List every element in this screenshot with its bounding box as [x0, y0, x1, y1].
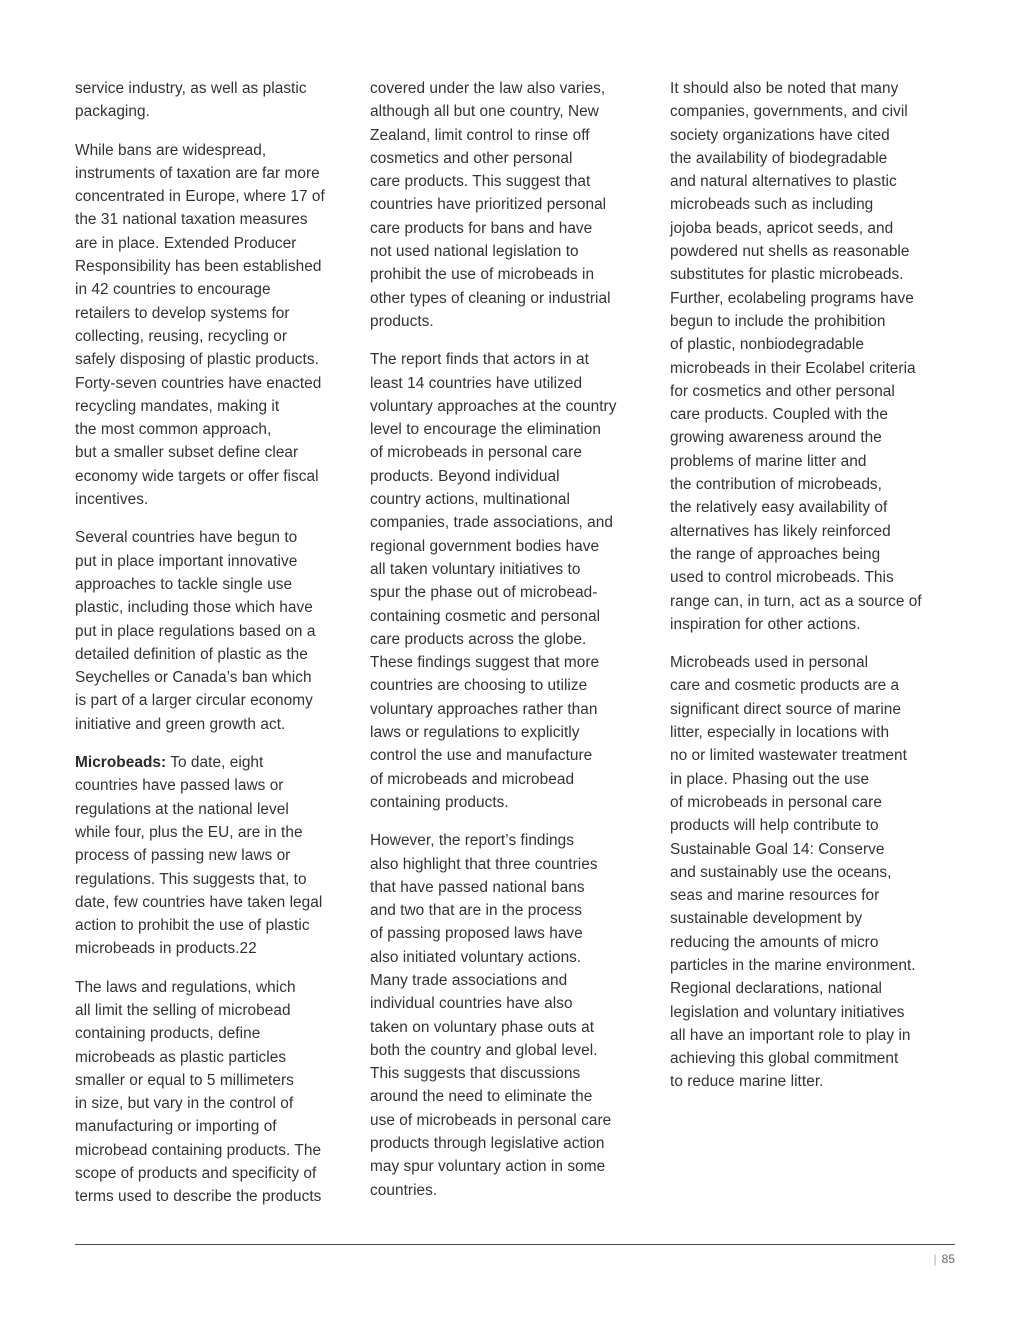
text-line: the contribution of microbeads, [670, 476, 883, 494]
text-line: countries. [370, 1181, 438, 1199]
text-line: put in place important innovative [75, 552, 298, 570]
text-line: regulations at the national level [75, 800, 289, 818]
text-line: jojoba beads, apricot seeds, and [670, 219, 894, 237]
text-line: initiative and green growth act. [75, 715, 286, 733]
paragraph [75, 77, 347, 124]
text-line: concentrated in Europe, where 17 of [75, 188, 325, 206]
text-line: that have passed national bans [370, 878, 585, 896]
text-line: taken on voluntary phase outs at [370, 1018, 595, 1036]
text-line: scope of products and specificity of [75, 1165, 317, 1183]
text-line: process of passing new laws or [75, 847, 291, 865]
text-line: although all but one country, New [370, 103, 599, 121]
text-line: and two that are in the process [370, 902, 583, 920]
text-line: also initiated voluntary actions. [370, 948, 582, 966]
paragraph [75, 751, 347, 961]
text-line: This suggests that discussions [370, 1065, 581, 1083]
text-line: microbeads in products.22 [75, 940, 257, 958]
page-number-separator: | [933, 1252, 937, 1266]
text-line: the 31 national taxation measures [75, 211, 308, 229]
text-line: smaller or equal to 5 millimeters [75, 1071, 294, 1089]
text-line: While bans are widespread, [75, 141, 267, 159]
text-line: in size, but vary in the control of [75, 1095, 294, 1113]
text-line: and sustainably use the oceans, [670, 863, 892, 881]
text-line: of microbeads in personal care [370, 444, 582, 462]
text-line: products will help contribute to [670, 817, 879, 835]
text-line: other types of cleaning or industrial [370, 289, 611, 307]
text-line: microbeads in their Ecolabel criteria [670, 359, 916, 377]
text-line: use of microbeads in personal care [370, 1111, 612, 1129]
text-line: laws or regulations to explicitly [370, 724, 580, 742]
text-line: the relatively easy availability of [670, 499, 888, 517]
text-line: The report finds that actors in at [370, 351, 589, 369]
paragraph [670, 77, 942, 636]
text-line: not used national legislation to [370, 243, 579, 261]
text-line: and natural alternatives to plastic [670, 173, 897, 191]
text-line: the most common approach, [75, 421, 272, 439]
text-line: of microbeads and microbead [370, 770, 575, 788]
text-line: level to encourage the elimination [370, 421, 601, 439]
text-line: sustainable development by [670, 910, 863, 928]
text-line: Further, ecolabeling programs have [670, 289, 914, 307]
paragraph [75, 976, 347, 1209]
text-line: Sustainable Goal 14: Conserve [670, 840, 885, 858]
text-line: powdered nut shells as reasonable [670, 243, 910, 261]
paragraph [370, 348, 642, 814]
section-lead-heading: Microbeads: [75, 754, 167, 772]
text-line: used to control microbeads. This [670, 569, 894, 587]
paragraph [75, 139, 347, 512]
text-line: begun to include the prohibition [670, 312, 886, 330]
text-line: put in place regulations based on a [75, 622, 316, 640]
text-column-2 [370, 77, 642, 1217]
text-line: spur the phase out of microbead- [370, 584, 598, 602]
text-line: all have an important role to play in [670, 1026, 911, 1044]
text-line: around the need to eliminate the [370, 1088, 593, 1106]
text-line: microbeads such as including [670, 196, 874, 214]
text-line: no or limited wastewater treatment [670, 747, 907, 765]
text-line: Many trade associations and [370, 971, 568, 989]
text-line: inspiration for other actions. [670, 615, 861, 633]
text-line: the availability of biodegradable [670, 149, 888, 167]
text-column-1 [75, 77, 347, 1224]
text-line: voluntary approaches at the country [370, 397, 617, 415]
text-line: voluntary approaches rather than [370, 700, 598, 718]
text-line: are in place. Extended Producer [75, 234, 297, 252]
text-line: growing awareness around the [670, 429, 882, 447]
text-line: reducing the amounts of micro [670, 933, 879, 951]
text-line: Microbeads used in personal [670, 654, 869, 672]
text-line: recycling mandates, making it [75, 397, 280, 415]
text-line: in place. Phasing out the use [670, 770, 870, 788]
text-line: care products. This suggest that [370, 173, 591, 191]
text-line: products through legislative action [370, 1135, 605, 1153]
text-line: care products across the globe. [370, 630, 587, 648]
text-column-3 [670, 77, 942, 1109]
text-line: It should also be noted that many [670, 80, 899, 97]
text-line: society organizations have cited [670, 126, 890, 144]
text-line: countries are choosing to utilize [370, 677, 588, 695]
text-line: service industry, as well as plastic [75, 80, 307, 97]
text-line: safely disposing of plastic products. [75, 351, 319, 369]
text-line: The laws and regulations, which [75, 978, 296, 996]
text-line: of microbeads in personal care [670, 793, 882, 811]
text-line: achieving this global commitment [670, 1050, 899, 1068]
text-line: companies, trade associations, and [370, 514, 613, 532]
text-line: may spur voluntary action in some [370, 1158, 606, 1176]
text-line: range can, in turn, act as a source of [670, 592, 922, 610]
text-line: companies, governments, and civil [670, 103, 908, 121]
text-line: country actions, multinational [370, 491, 570, 509]
text-line: Zealand, limit control to rinse off [370, 126, 590, 144]
page-footer [934, 1252, 955, 1266]
text-line: care products for bans and have [370, 219, 593, 237]
text-line: to reduce marine litter. [670, 1073, 824, 1091]
text-line: of passing proposed laws have [370, 925, 583, 943]
text-fragment: To date, eight [166, 754, 264, 772]
text-line [75, 751, 347, 774]
text-line: significant direct source of marine [670, 700, 902, 718]
text-line: products. Beyond individual [370, 467, 560, 485]
text-line: regulations. This suggests that, to [75, 870, 307, 888]
text-line: problems of marine litter and [670, 452, 867, 470]
text-line: microbeads as plastic particles [75, 1048, 287, 1066]
text-line: collecting, reusing, recycling or [75, 327, 288, 345]
text-line: all limit the selling of microbead [75, 1001, 291, 1019]
text-line: approaches to tackle single use [75, 575, 293, 593]
paragraph [370, 829, 642, 1202]
text-line: care products. Coupled with the [670, 406, 888, 424]
text-line: prohibit the use of microbeads in [370, 266, 595, 284]
text-line: individual countries have also [370, 995, 573, 1013]
text-line: seas and marine resources for [670, 887, 880, 905]
text-line: date, few countries have taken legal [75, 893, 323, 911]
text-line: microbead containing products. The [75, 1141, 322, 1159]
paragraph [75, 526, 347, 736]
paragraph [370, 77, 642, 333]
text-line: terms used to describe the products [75, 1188, 322, 1206]
text-line: of plastic, nonbiodegradable [670, 336, 864, 354]
text-line: regional government bodies have [370, 537, 600, 555]
text-line: Several countries have begun to [75, 529, 298, 547]
paragraph [670, 651, 942, 1094]
text-line: Forty-seven countries have enacted [75, 374, 322, 392]
text-line: but a smaller subset define clear [75, 444, 299, 462]
text-line: care and cosmetic products are a [670, 677, 900, 695]
text-line: alternatives has likely reinforced [670, 522, 891, 540]
text-line: containing products. [370, 793, 509, 811]
text-line: Regional declarations, national [670, 980, 883, 998]
text-line: all taken voluntary initiatives to [370, 560, 581, 578]
text-line: Seychelles or Canada’s ban which [75, 669, 312, 687]
text-line: instruments of taxation are far more [75, 164, 320, 182]
text-line: both the country and global level. [370, 1041, 598, 1059]
text-line: containing cosmetic and personal [370, 607, 601, 625]
text-line: litter, especially in locations with [670, 724, 890, 742]
page-number: 85 [941, 1252, 955, 1266]
text-line: substitutes for plastic microbeads. [670, 266, 904, 284]
text-line: However, the report’s findings [370, 832, 574, 850]
text-line: the range of approaches being [670, 545, 881, 563]
text-line: retailers to develop systems for [75, 304, 290, 322]
text-line: packaging. [75, 103, 150, 121]
text-line: economy wide targets or offer fiscal [75, 467, 319, 485]
text-line: particles in the marine environment. [670, 956, 916, 974]
text-line: manufacturing or importing of [75, 1118, 277, 1136]
text-line: These findings suggest that more [370, 654, 600, 672]
text-line: while four, plus the EU, are in the [75, 823, 303, 841]
text-line: least 14 countries have utilized [370, 374, 583, 392]
text-line: cosmetics and other personal [370, 149, 573, 167]
text-line: products. [370, 312, 434, 330]
text-line: for cosmetics and other personal [670, 382, 895, 400]
text-line: detailed definition of plastic as the [75, 645, 308, 663]
text-line: countries have prioritized personal [370, 196, 607, 214]
text-line: plastic, including those which have [75, 599, 313, 617]
text-line: covered under the law also varies, [370, 80, 606, 97]
text-line: containing products, define [75, 1025, 261, 1043]
footer-divider [75, 1244, 955, 1245]
text-line: is part of a larger circular economy [75, 692, 313, 710]
text-line: countries have passed laws or [75, 777, 284, 795]
text-line: in 42 countries to encourage [75, 281, 271, 299]
text-line: also highlight that three countries [370, 855, 598, 873]
text-line: action to prohibit the use of plastic [75, 917, 310, 935]
text-line: control the use and manufacture [370, 747, 593, 765]
text-line: legislation and voluntary initiatives [670, 1003, 905, 1021]
text-line: incentives. [75, 491, 149, 509]
text-line: Responsibility has been established [75, 258, 322, 276]
